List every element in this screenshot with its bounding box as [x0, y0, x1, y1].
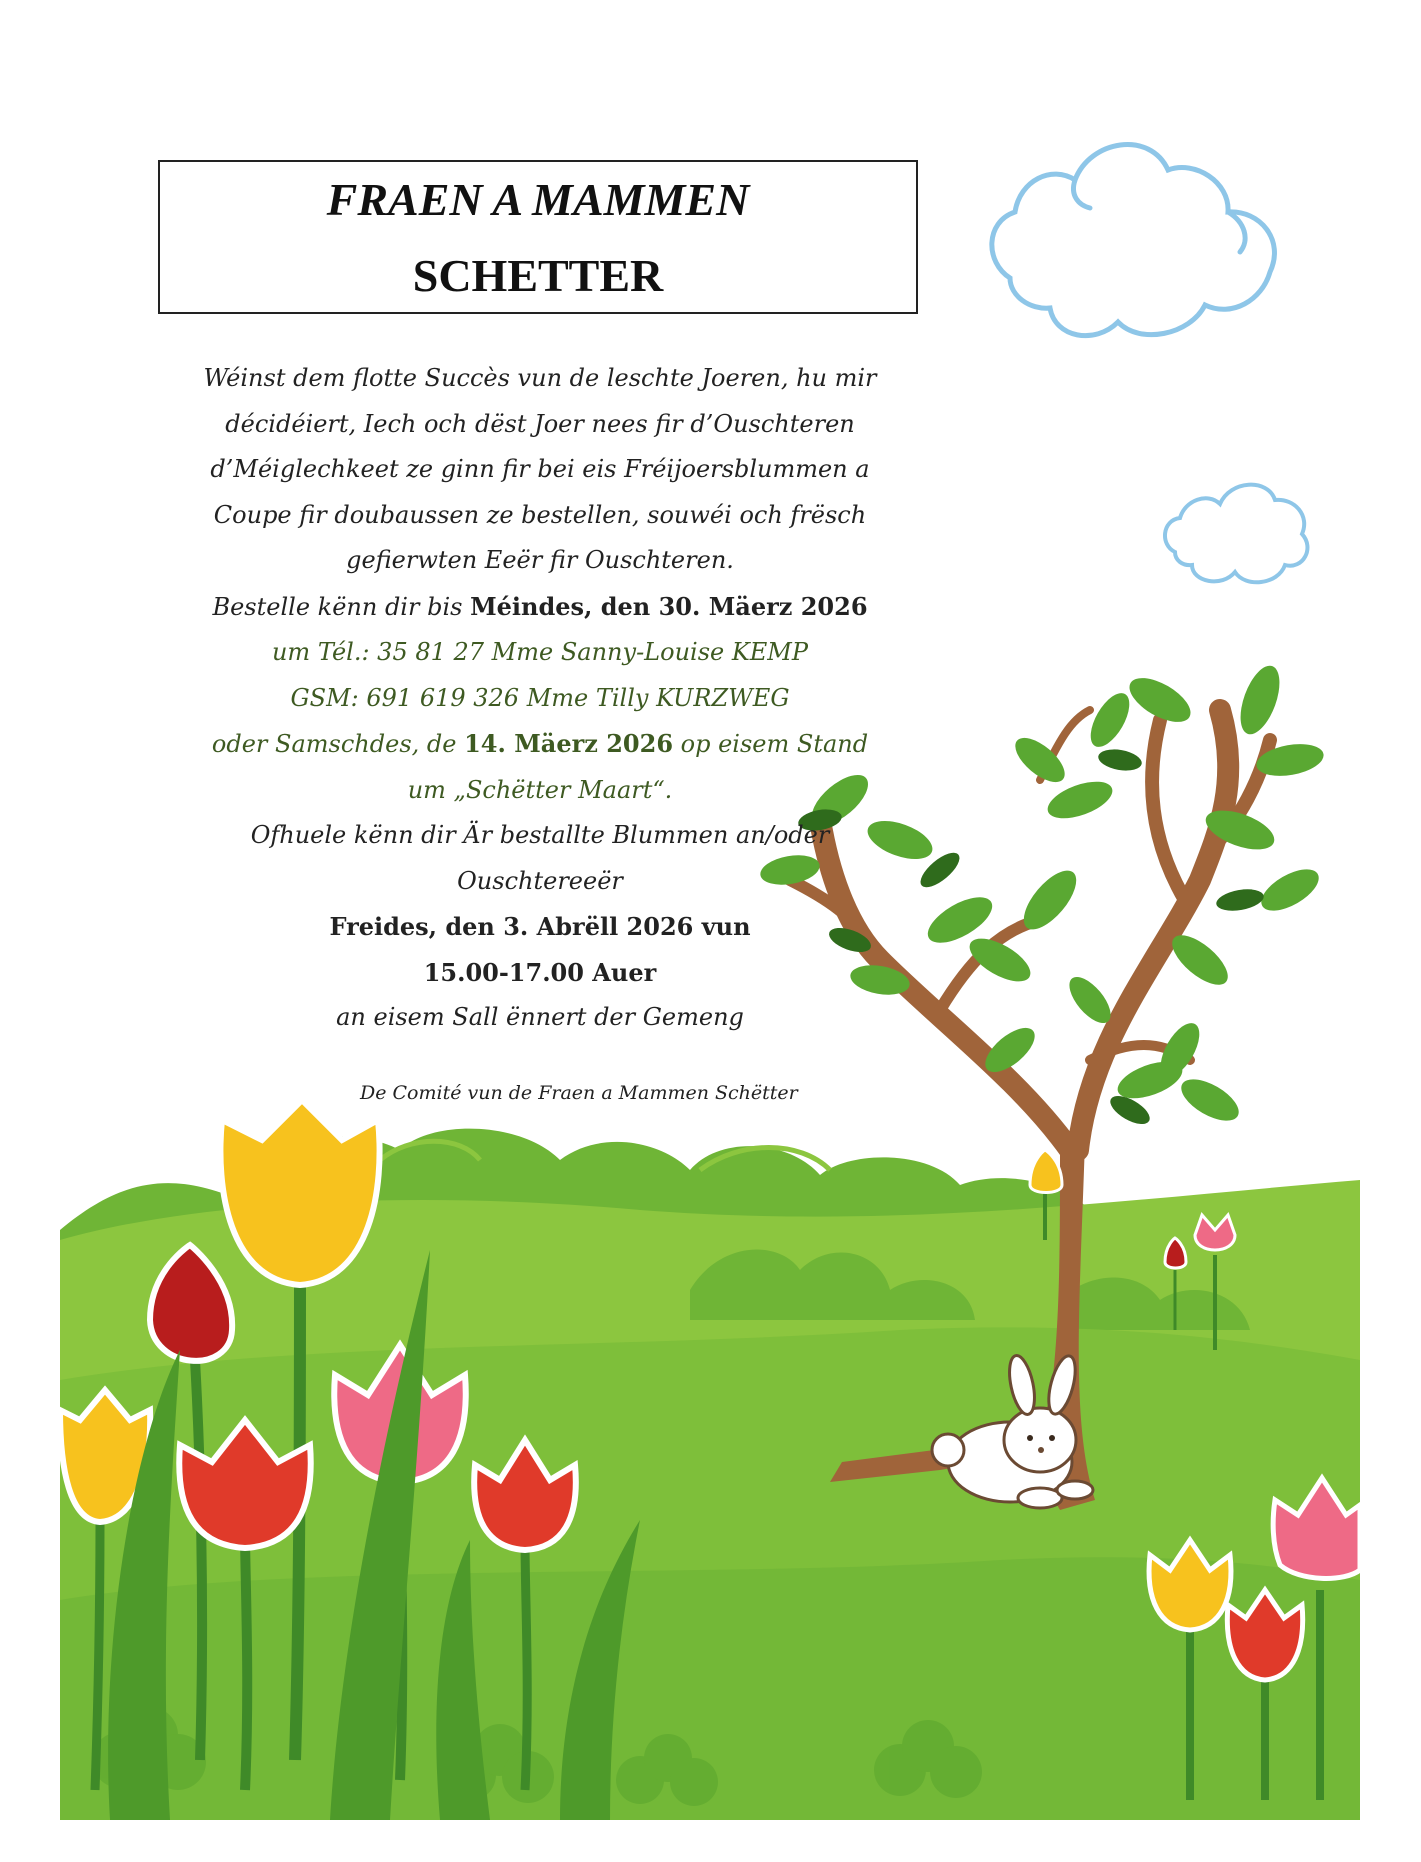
order-deadline: Méindes, den 30. Mäerz 2026 — [470, 591, 868, 621]
order-prefix: Bestelle kënn dir bis — [212, 592, 471, 621]
pickup-place: an eisem Sall ënnert der Gemeng — [336, 1003, 744, 1031]
pickup-time: 15.00-17.00 Auer — [423, 957, 657, 987]
signature: De Comité vun de Fraen a Mammen Schëtter — [360, 1082, 798, 1104]
pickup-date: Freides, den 3. Abrëll 2026 vun — [329, 912, 751, 941]
intro-line: Coupe fir doubaussen ze bestellen, souwéi och frësch — [213, 500, 867, 529]
intro-line: d’Méiglechkeet ze ginn fir bei eis Fréijoersblummen a — [210, 455, 870, 483]
intro-line: Wéinst dem flotte Succès vun de leschte Joeren, hu mir — [203, 364, 877, 392]
stand-date: 14. Mäerz 2026 — [464, 729, 674, 758]
pickup-line1: Ofhuele kënn dir Är bestallte Blummen an/oder — [250, 821, 830, 849]
stand-place: um „Schëtter Maart“. — [407, 775, 673, 804]
contact-phone: um Tél.: 35 81 27 Mme Sanny-Louise KEMP — [271, 638, 809, 666]
page-title-line1: FRAEN A MAMMEN — [326, 174, 750, 225]
stand-prefix: oder Samschdes, de — [211, 730, 465, 758]
stand-suffix: op eisem Stand — [673, 730, 869, 758]
contact-gsm: GSM: 691 619 326 Mme Tilly KURZWEG — [290, 683, 790, 712]
intro-line: décidéiert, Iech och dëst Joer nees fir d’Ouschteren — [225, 409, 855, 438]
page-title-line2: SCHETTER — [412, 250, 664, 301]
pickup-line2: Ouschtereeër — [457, 866, 623, 895]
cloud-large-icon — [992, 145, 1275, 336]
order-deadline-line — [160, 584, 920, 631]
cloud-small-icon — [1165, 485, 1307, 583]
title-box — [158, 160, 918, 314]
stand-line — [160, 721, 920, 768]
announcement-text — [160, 356, 920, 1041]
intro-line: gefierwten Eeër fir Ouschteren. — [346, 546, 734, 574]
